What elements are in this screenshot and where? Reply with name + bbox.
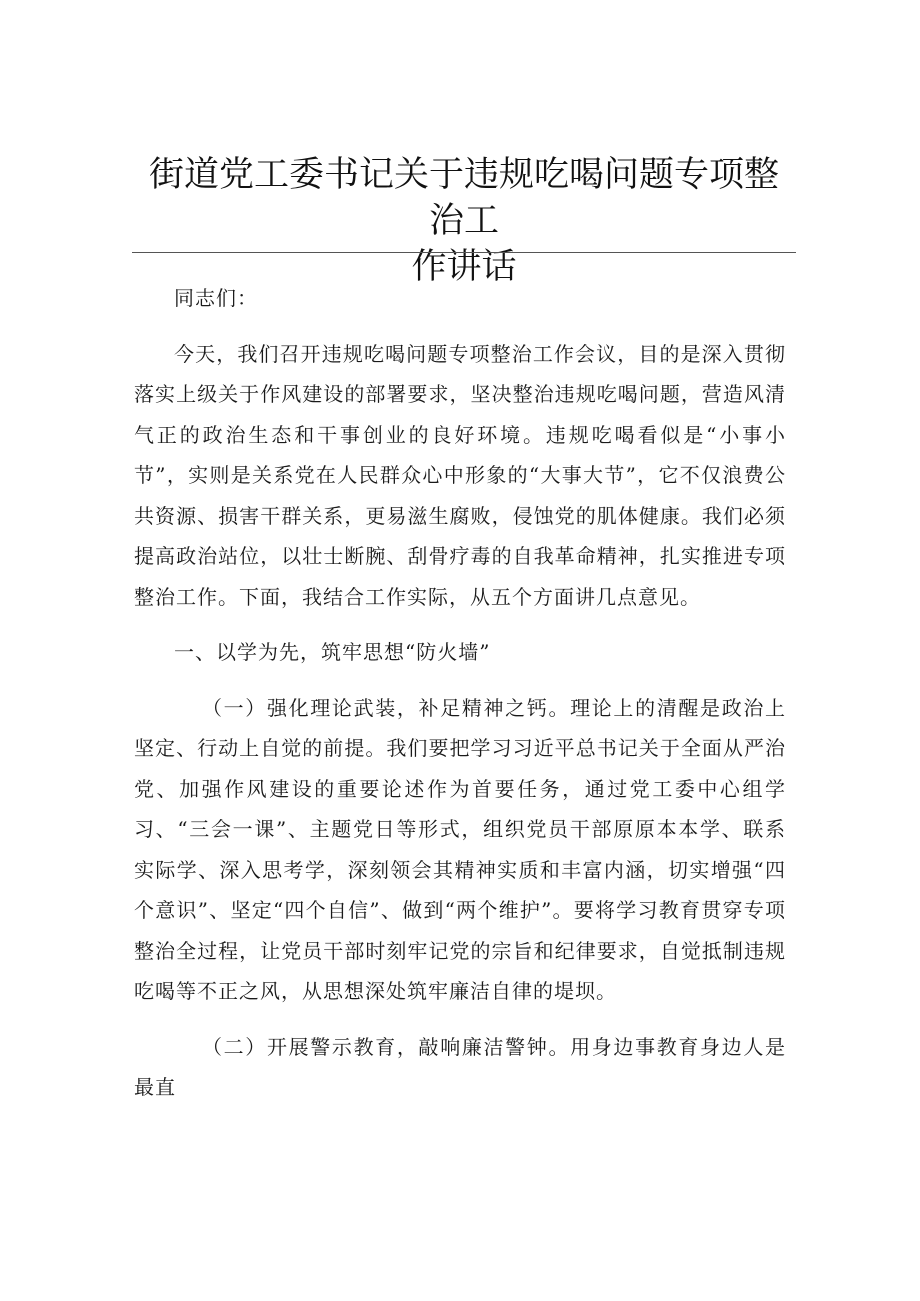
salutation: 同志们： bbox=[174, 286, 258, 310]
section-heading: 一、以学为先，筑牢思想“防火墙” bbox=[174, 640, 491, 664]
subsection-paragraph: （一）强化理论武装，补足精神之钙。理论上的清醒是政治上坚定、行动上自觉的前提。我们要把学习习近平总书记关于全面从严治党、加强作风建设的重要论述作为首要任务，通过党工委中心组学习、“三会一课”、主题党日等形式，组织党员干部原原本本学、联系实际学、深入思考学，深刻领会其精神实质和丰富内涵，切实增强“四个意识”、坚定“四个自信”、做到“两个维护”。要将学习教育贯穿专项整治全过程，让党员干部时刻牢记党的宗旨和纪律要求，自觉抵制违规吃喝等不正之风，从思想深处筑牢廉洁自律的堤坝。 bbox=[134, 695, 786, 1003]
subsection-paragraph: （二）开展警示教育，敲响廉洁警钟。用身边事教育身边人是最直 bbox=[134, 1034, 786, 1099]
title-line-1: 街道党工委书记关于违规吃喝问题专项整治工 bbox=[148, 155, 779, 241]
document-title bbox=[132, 152, 796, 290]
title-line-2: 作讲话 bbox=[411, 247, 517, 287]
intro-paragraph: 今天，我们召开违规吃喝问题专项整治工作会议，目的是深入贯彻落实上级关于作风建设的部署要求，坚决整治违规吃喝问题，营造风清气正的政治生态和干事创业的良好环境。违规吃喝看似是“小事小节”，实则是关系党在人民群众心中形象的“大事大节”，它不仅浪费公共资源、损害干群关系，更易滋生腐败，侵蚀党的肌体健康。我们必须提高政治站位，以壮士断腕、刮骨疗毒的自我革命精神，扎实推进专项整治工作。下面，我结合工作实际，从五个方面讲几点意见。 bbox=[134, 341, 786, 609]
document-body bbox=[134, 278, 786, 1123]
title-underline bbox=[132, 252, 796, 253]
